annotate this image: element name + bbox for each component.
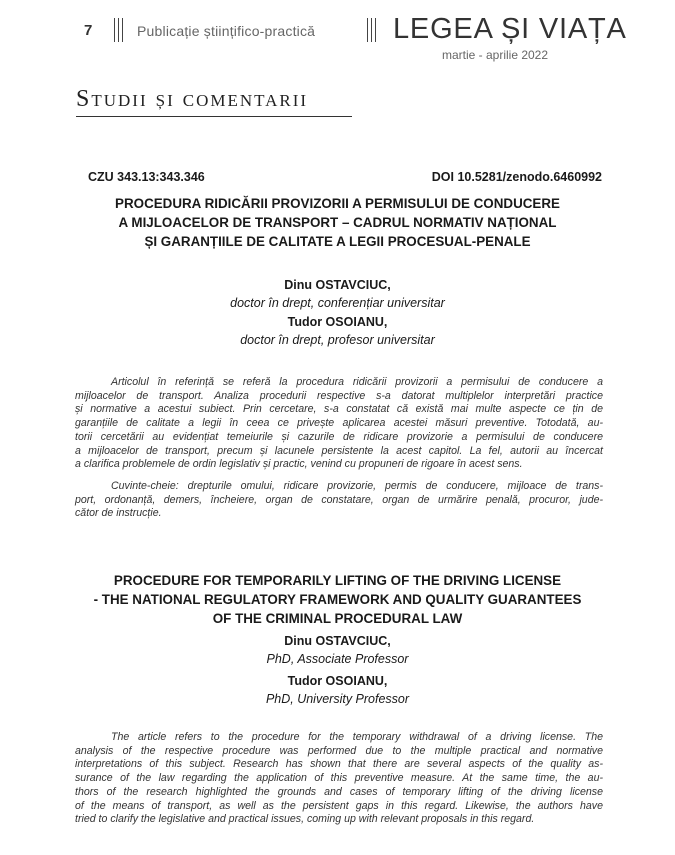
section-title: Studii și comentarii: [76, 86, 309, 112]
abstract-line: tried to clarify the legislative and practical issues, coming up with relevant proposals in this regard.: [75, 813, 535, 826]
section-underline: [76, 116, 352, 117]
issue-date: martie - aprilie 2022: [441, 48, 549, 62]
author-name: Tudor OSOIANU,: [287, 315, 388, 329]
abstract-line: a mijloacelor de transport, precum și lacunele persistente la acest capitol. La fel, autorii au încercat: [75, 444, 603, 457]
abstract-line: mijloacelor de transport. Analiza procedurii respective s-a datorat multiplelor interpretări practice: [75, 389, 603, 402]
author-affiliation: doctor în drept, conferențiar universitar: [230, 296, 445, 310]
title-line: OF THE CRIMINAL PROCEDURAL LAW: [212, 611, 463, 626]
abstract-line: și normative a acestui subiect. Prin cercetare, s-a constatat că există mai multe aspecte ce țin de: [75, 403, 603, 416]
doi: DOI 10.5281/zenodo.6460992: [431, 170, 602, 184]
author-en-2: [70, 672, 605, 708]
author-en-1: [70, 632, 605, 668]
title-line: PROCEDURA RIDICĂRII PROVIZORII A PERMISULUI DE CONDUCERE: [115, 196, 560, 211]
journal-title: LEGEA ȘI VIAȚA: [393, 13, 627, 45]
abstract-line: a clarifica problemele de ordin legislativ și practic, venind cu propuneri de rigoare în acest sens.: [75, 458, 523, 471]
abstract-line: analysis of the respective procedure was performed due to the multiple practical and normative: [75, 744, 603, 757]
author-ro-1: [70, 276, 605, 312]
abstract-en: [75, 731, 603, 827]
author-affiliation: PhD, University Professor: [265, 692, 410, 706]
article-title-en: [70, 571, 605, 628]
keywords-line: port, ordonanță, demers, încheiere, organ de constatare, organ de urmărire penală, procuror, jude-: [75, 493, 603, 506]
author-name: Dinu OSTAVCIUC,: [284, 278, 391, 292]
author-name: Tudor OSOIANU,: [287, 674, 388, 688]
page-header: [0, 0, 675, 70]
abstract-line: surance of the law regarding the application of this preventive measure. At the same time, the au-: [75, 772, 603, 785]
abstract-line: The article refers to the procedure for the temporary withdrawal of a driving license. The: [111, 731, 603, 743]
abstract-line: thors of the research highlighted the grounds and cases of temporary lifting of the driving license: [75, 785, 603, 798]
czu-code: CZU 343.13:343.346: [88, 170, 205, 184]
keywords-line: Cuvinte-cheie: drepturile omului, ridicare provizorie, permis de conducere, mijloace de trans-: [111, 480, 603, 492]
abstract-line: torii cercetării au evidențiat temeiurile și cazurile de ridicare provizorie a permisului de conducere: [75, 430, 603, 443]
keywords-ro: [75, 480, 603, 521]
author-affiliation: doctor în drept, profesor universitar: [240, 333, 435, 347]
title-line: ȘI GARANȚIILE DE CALITATE A LEGII PROCESUAL-PENALE: [144, 234, 531, 249]
publication-type: Publicație științifico-practică: [137, 23, 316, 39]
abstract-line: of the means of transport, as well as the persistent gaps in this regard. Likewise, the authors have: [75, 799, 603, 812]
abstract-line: garanțiile de calitate a legii în ceea ce privește aplicarea acestei măsuri preventive. Totodată, au-: [75, 417, 603, 430]
abstract-ro: [75, 376, 603, 472]
separator-bars-left: [113, 18, 127, 42]
title-line: PROCEDURE FOR TEMPORARILY LIFTING OF THE DRIVING LICENSE: [113, 573, 562, 588]
title-line: A MIJLOACELOR DE TRANSPORT – CADRUL NORMATIV NAȚIONAL: [118, 215, 557, 230]
keywords-line: cător de instrucție.: [75, 507, 162, 520]
title-line: - THE NATIONAL REGULATORY FRAMEWORK AND QUALITY GUARANTEES: [93, 592, 582, 607]
separator-bars-right: [366, 18, 380, 42]
article-title-ro: [70, 194, 605, 251]
abstract-line: interpretations of this subject. Research has shown that there are several aspects of the quality as-: [75, 758, 603, 771]
author-name: Dinu OSTAVCIUC,: [284, 634, 391, 648]
author-ro-2: [70, 313, 605, 349]
author-affiliation: PhD, Associate Professor: [266, 652, 409, 666]
abstract-line: Articolul în referință se referă la procedura ridicării provizorii a permisului de conducere a: [111, 376, 603, 388]
page-number: 7: [84, 22, 93, 39]
